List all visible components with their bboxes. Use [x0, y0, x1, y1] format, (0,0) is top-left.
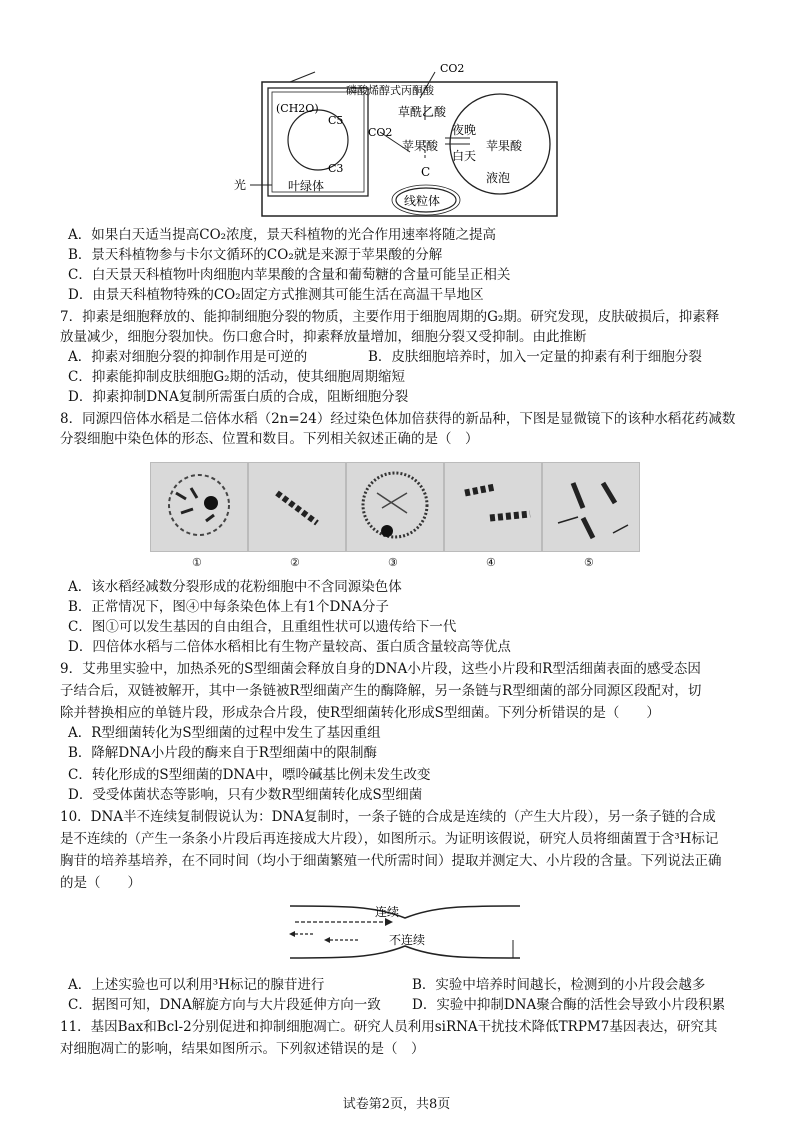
q8-option-a: A．该水稻经减数分裂形成的花粉细胞中不含同源染色体 [68, 579, 402, 595]
micrograph-5 [542, 462, 640, 552]
micrograph-1 [150, 462, 248, 552]
micrograph-label-3: ③ [388, 556, 398, 569]
q7-stem-line-1: 7．抑素是细胞释放的、能抑制细胞分裂的物质，主要作用于细胞周期的G₂期。研究发现，皮肤破损后，抑素释 [60, 309, 720, 325]
label-pep: 磷酸烯醇式丙酮酸 [346, 84, 434, 97]
micrograph-3 [346, 462, 444, 552]
q10-option-b: B．实验中培养时间越长，检测到的小片段会越多 [412, 977, 706, 993]
label-night: 夜晚 [452, 123, 477, 137]
q7-option-a: A．抑素对细胞分裂的抑制作用是可逆的 [68, 349, 308, 365]
q8-stem-line-2: 分裂细胞中染色体的形态、位置和数目。下列相关叙述正确的是（ ） [60, 431, 479, 447]
label-co2-top: CO2 [440, 62, 465, 75]
micrograph-label-4: ④ [486, 556, 496, 569]
label-continuous: 连续 [375, 905, 400, 919]
q10-stem-line-2: 是不连续的（产生一条条小片段后再连接成大片段），如图所示。为证明该假说，研究人员将细菌置于含³H标记 [60, 831, 719, 847]
q6-option-d: D．由景天科植物特殊的CO₂固定方式推测其可能生活在高温干旱地区 [68, 287, 484, 303]
q10-option-a: A．上述实验也可以利用³H标记的腺苷进行 [68, 977, 325, 993]
q9-stem-line-1: 9．艾弗里实验中，加热杀死的S型细菌会释放自身的DNA小片段，这些小片段和R型活细菌表面的感受态因 [60, 661, 701, 677]
q9-option-a: A．R型细菌转化为S型细菌的过程中发生了基因重组 [68, 725, 381, 741]
label-vacuole: 液泡 [486, 171, 511, 185]
page-footer: 试卷第2页，共8页 [342, 1097, 451, 1112]
q8-stem-line-1: 8．同源四倍体水稻是二倍体水稻（2n=24）经过染色体加倍获得的新品种，下图是显微镜下的该种水稻花药减数 [60, 411, 736, 427]
q10-option-d: D．实验中抑制DNA聚合酶的活性会导致小片段积累 [412, 997, 726, 1013]
micrograph-4 [444, 462, 542, 552]
label-discontinuous: 不连续 [389, 933, 426, 947]
q10-stem-line-3: 胸苷的培养基培养，在不同时间（均小于细菌繁殖一代所需时间）提取并测定大、小片段的含量。下列说法正确 [60, 853, 722, 869]
q10-stem-line-4: 的是（ ） [60, 875, 141, 891]
micrograph-2 [248, 462, 346, 552]
q8-option-d: D．四倍体水稻与二倍体水稻相比有生物产量较高、蛋白质含量较高等优点 [68, 639, 511, 655]
label-malate-left: 苹果酸 [402, 139, 439, 153]
q9-stem-line-3: 除并替换相应的单链片段，形成杂合片段，使R型细菌转化形成S型细菌。下列分析错误的是（ ） [60, 705, 660, 721]
q9-stem-line-2: 子结合后，双链被解开，其中一条链被R型细菌产生的酶降解，另一条链与R型细菌的部分同源区段配对，切 [60, 683, 702, 699]
q9-option-c: C．转化形成的S型细菌的DNA中，嘌呤碱基比例未发生改变 [68, 767, 431, 783]
label-c: C [421, 165, 431, 179]
label-co2-mid: CO2 [368, 126, 393, 139]
q7-option-d: D．抑素抑制DNA复制所需蛋白质的合成，阻断细胞分裂 [68, 389, 409, 405]
label-c5: C5 [328, 114, 344, 127]
q8-option-b: B．正常情况下，图④中每条染色体上有1个DNA分子 [68, 599, 389, 615]
q6-option-b: B．景天科植物参与卡尔文循环的CO₂就是来源于苹果酸的分解 [68, 247, 443, 263]
q11-stem-line-2: 对细胞凋亡的影响，结果如图所示。下列叙述错误的是（ ） [60, 1041, 425, 1057]
micrograph-label-2: ② [290, 556, 300, 569]
cam-pathway-diagram [230, 60, 570, 220]
label-malate-right: 苹果酸 [486, 139, 523, 153]
q6-option-c: C．白天景天科植物叶肉细胞内苹果酸的含量和葡萄糖的含量可能呈正相关 [68, 267, 511, 283]
label-c3: C3 [328, 162, 344, 175]
label-light: 光 [234, 178, 247, 192]
q10-stem-line-1: 10．DNA半不连续复制假说认为：DNA复制时，一条子链的合成是连续的（产生大片段），另一条子链的合成 [60, 809, 716, 825]
label-day: 白天 [452, 149, 477, 163]
q8-option-c: C．图①可以发生基因的自由组合，且重组性状可以遗传给下一代 [68, 619, 457, 635]
q10-option-c: C．据图可知，DNA解旋方向与大片段延伸方向一致 [68, 997, 381, 1013]
q7-option-b: B．皮肤细胞培养时，加入一定量的抑素有利于细胞分裂 [368, 349, 702, 365]
label-oxaloacetate: 草酰乙酸 [398, 105, 447, 119]
q9-option-d: D．受受体菌状态等影响，只有少数R型细菌转化成S型细菌 [68, 787, 423, 803]
q9-option-b: B．降解DNA小片段的酶来自于R型细菌中的限制酶 [68, 745, 377, 761]
dna-replication-diagram [285, 898, 525, 968]
label-mitochondria: 线粒体 [404, 194, 441, 208]
micrograph-label-1: ① [192, 556, 202, 569]
q7-stem-line-2: 放量减少，细胞分裂加快。伤口愈合时，抑素释放量增加，细胞分裂又受抑制。由此推断 [60, 329, 587, 345]
q6-option-a: A．如果白天适当提高CO₂浓度，景天科植物的光合作用速率将随之提高 [68, 227, 497, 243]
label-ch2o: (CH2O) [276, 102, 319, 115]
q11-stem-line-1: 11．基因Bax和Bcl-2分别促进和抑制细胞凋亡。研究人员利用siRNA干扰技术降低TRPM7基因表达，研究其 [60, 1019, 718, 1035]
micrograph-label-5: ⑤ [584, 556, 594, 569]
label-chloroplast: 叶绿体 [288, 179, 325, 193]
q7-option-c: C．抑素能抑制皮肤细胞G₂期的活动，使其细胞周期缩短 [68, 369, 406, 385]
